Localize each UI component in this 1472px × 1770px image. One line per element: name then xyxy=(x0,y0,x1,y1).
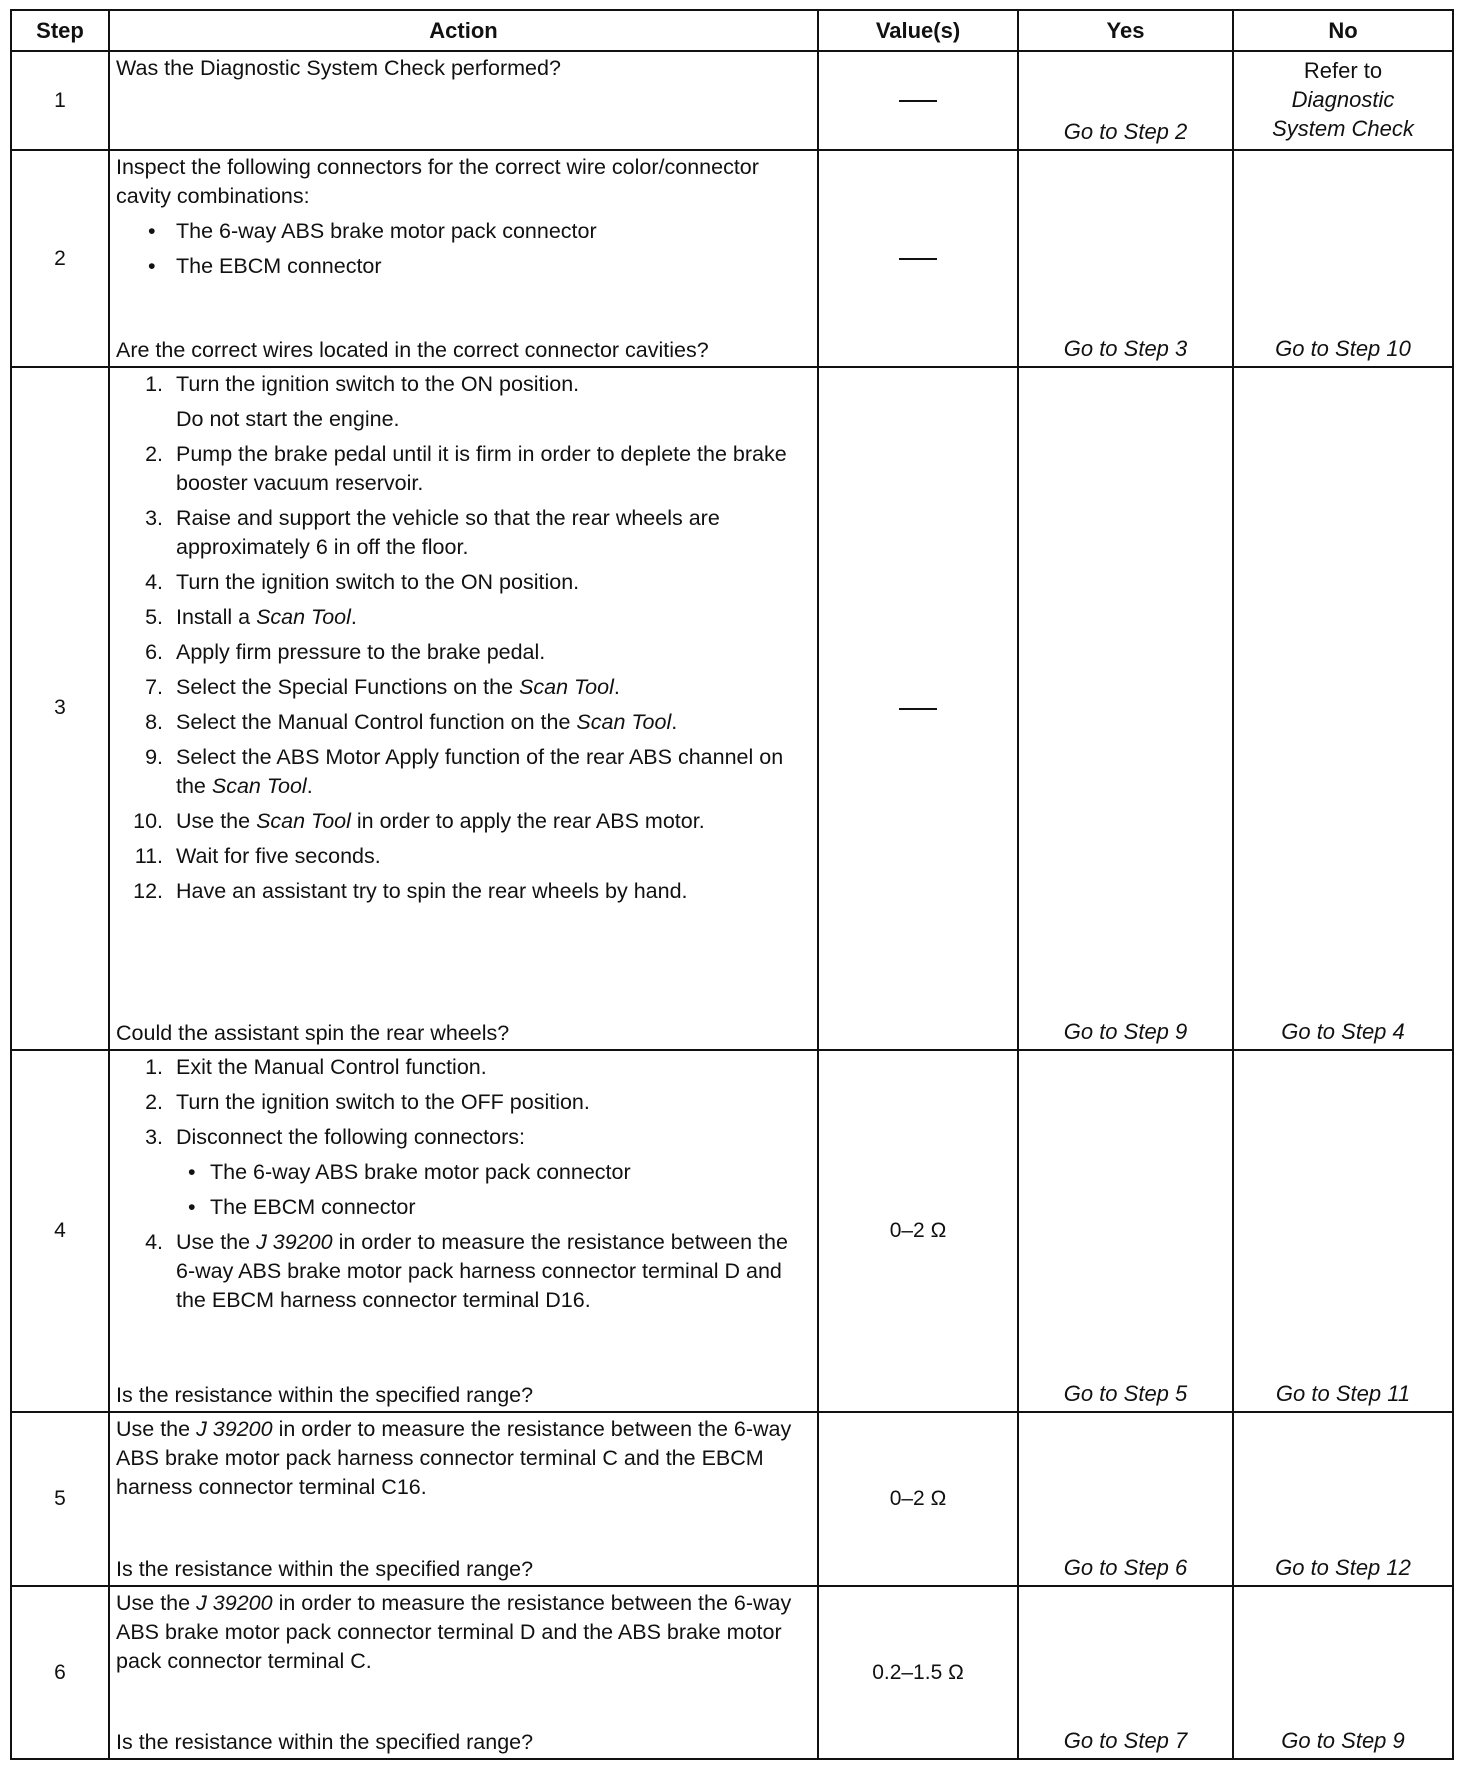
action-instruction: Use the J 39200 in order to measure the resistance between the 6-way ABS brake motor pack connector terminal D and the ABS brake motor pack connector terminal C. xyxy=(116,1591,792,1674)
list-item: • The EBCM connector xyxy=(148,254,382,279)
no-link[interactable] xyxy=(1234,56,1452,143)
header-row xyxy=(11,10,1453,51)
no-link[interactable]: Go to Step 11 xyxy=(1275,1380,1411,1406)
list-item: 1. Turn the ignition switch to the ON position. Do not start the engine. xyxy=(145,372,580,431)
header-action: Action xyxy=(109,10,818,51)
action-cell xyxy=(109,367,818,1050)
no-ref-line-1: Diagnostic xyxy=(1291,87,1395,113)
step-number: 3 xyxy=(11,367,109,1050)
value-cell xyxy=(818,150,1018,367)
value-dash xyxy=(899,258,937,260)
list-item: 11. Wait for five seconds. xyxy=(134,844,381,868)
header-values: Value(s) xyxy=(818,10,1018,51)
diagnostic-table xyxy=(10,9,1454,1760)
list-item: 1. Exit the Manual Control function. xyxy=(145,1054,487,1079)
yes-link[interactable]: Go to Step 2 xyxy=(1063,119,1188,145)
list-item: 6. Apply firm pressure to the brake pedal. xyxy=(145,640,546,664)
action-instruction: Use the J 39200 in order to measure the resistance between the 6-way ABS brake motor pack harness connector terminal C and the EBCM harness connector terminal C16. xyxy=(116,1416,792,1499)
list-item: 5. Install a Scan Tool. xyxy=(145,605,357,629)
diagnostic-table-sheet xyxy=(10,9,1452,1760)
list-item: 4. Turn the ignition switch to the ON position. xyxy=(145,570,580,594)
header-no: No xyxy=(1233,10,1453,51)
value-cell: 0.2–1.5 Ω xyxy=(818,1586,1018,1759)
no-refer-text: Refer to xyxy=(1303,58,1383,84)
yes-link[interactable]: Go to Step 7 xyxy=(1063,1728,1188,1753)
action-question: Is the resistance within the specified range? xyxy=(116,1730,534,1754)
list-item: • The 6-way ABS brake motor pack connector xyxy=(148,219,597,244)
list-item: 9. Select the ABS Motor Apply function of the rear ABS channel on the Scan Tool. xyxy=(145,745,784,798)
no-ref-line-2: System Check xyxy=(1272,116,1414,142)
table-row xyxy=(11,1050,1453,1412)
yes-cell xyxy=(1018,367,1233,1050)
no-cell xyxy=(1233,1586,1453,1759)
no-cell xyxy=(1233,367,1453,1050)
no-link[interactable]: Go to Step 4 xyxy=(1281,1018,1405,1044)
yes-cell xyxy=(1018,1050,1233,1412)
substep-list xyxy=(116,370,813,906)
no-cell xyxy=(1233,150,1453,367)
action-cell xyxy=(109,150,818,367)
step-number: 2 xyxy=(11,150,109,367)
list-item: • The EBCM connector xyxy=(188,1194,416,1219)
no-link[interactable]: Go to Step 10 xyxy=(1275,336,1411,361)
no-cell xyxy=(1233,1050,1453,1412)
action-cell xyxy=(109,1586,818,1759)
value-cell xyxy=(818,51,1018,150)
list-item: 2. Pump the brake pedal until it is firm in order to deplete the brake booster vacuum reservoir. xyxy=(145,442,787,495)
action-question: Is the resistance within the specified range? xyxy=(116,1557,534,1582)
yes-link[interactable]: Go to Step 9 xyxy=(1063,1018,1188,1044)
header-yes: Yes xyxy=(1018,10,1233,51)
header-step: Step xyxy=(11,10,109,51)
list-item: 2. Turn the ignition switch to the OFF position. xyxy=(145,1089,590,1114)
substep-list xyxy=(116,1053,813,1315)
no-cell xyxy=(1233,1412,1453,1586)
action-cell xyxy=(109,1050,818,1412)
no-cell xyxy=(1233,51,1453,150)
yes-link[interactable]: Go to Step 5 xyxy=(1063,1380,1188,1406)
no-link[interactable]: Go to Step 9 xyxy=(1281,1728,1405,1753)
yes-cell xyxy=(1018,1412,1233,1586)
action-question: Are the correct wires located in the correct connector cavities? xyxy=(116,338,709,362)
bullet-list xyxy=(176,1158,813,1222)
action-question: Is the resistance within the specified range? xyxy=(116,1382,534,1407)
list-item: • The 6-way ABS brake motor pack connector xyxy=(188,1159,631,1184)
table-row xyxy=(11,51,1453,150)
value-cell: 0–2 Ω xyxy=(818,1050,1018,1412)
action-cell xyxy=(109,1412,818,1586)
yes-link[interactable]: Go to Step 6 xyxy=(1063,1555,1188,1581)
list-item: 3. Raise and support the vehicle so that the rear wheels are approximately 6 in off the floor. xyxy=(145,506,720,559)
step-number: 5 xyxy=(11,1412,109,1586)
list-item: 12. Have an assistant try to spin the rear wheels by hand. xyxy=(133,879,688,903)
yes-cell xyxy=(1018,51,1233,150)
list-item: 8. Select the Manual Control function on the Scan Tool. xyxy=(145,710,678,734)
yes-cell xyxy=(1018,150,1233,367)
yes-cell xyxy=(1018,1586,1233,1759)
list-item: 10. Use the Scan Tool in order to apply the rear ABS motor. xyxy=(133,809,705,833)
action-cell xyxy=(109,51,818,150)
step-number: 4 xyxy=(11,1050,109,1412)
bullet-list xyxy=(116,217,813,281)
step-number: 6 xyxy=(11,1586,109,1759)
value-cell xyxy=(818,367,1018,1050)
value-dash xyxy=(899,100,937,102)
action-intro: Inspect the following connectors for the correct wire color/connector cavity combinations: xyxy=(116,155,759,209)
action-question: Was the Diagnostic System Check performed? xyxy=(116,56,561,81)
value-dash xyxy=(899,708,937,710)
table-row xyxy=(11,150,1453,367)
table-row xyxy=(11,1412,1453,1586)
list-item: 4. Use the J 39200 in order to measure the resistance between the 6-way ABS brake motor pack harness connector terminal D and the EBCM harness connector terminal D16. xyxy=(145,1229,788,1312)
list-item: 3. Disconnect the following connectors: • The 6-way ABS brake motor pack connector • The EBCM connector xyxy=(116,1123,813,1222)
table-row xyxy=(11,367,1453,1050)
step-number: 1 xyxy=(11,51,109,150)
table-row xyxy=(11,1586,1453,1759)
list-item: 7. Select the Special Functions on the Scan Tool. xyxy=(145,675,620,699)
value-cell: 0–2 Ω xyxy=(818,1412,1018,1586)
yes-link[interactable]: Go to Step 3 xyxy=(1063,336,1188,361)
action-question: Could the assistant spin the rear wheels? xyxy=(116,1020,510,1045)
no-link[interactable]: Go to Step 12 xyxy=(1275,1555,1411,1581)
